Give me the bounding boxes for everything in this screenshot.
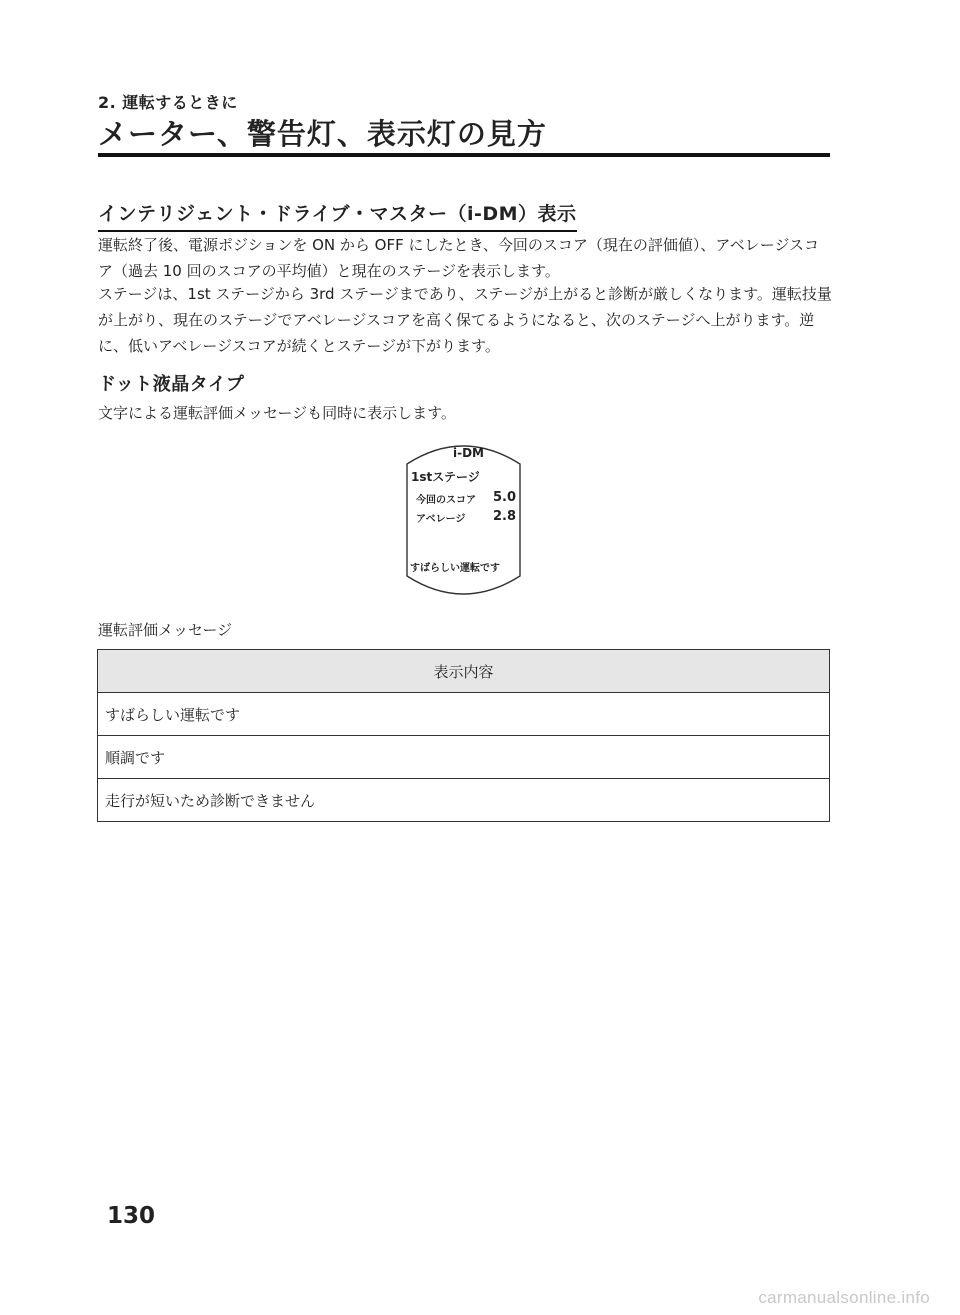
table-row: [98, 693, 830, 736]
title-underline: [98, 153, 830, 157]
page-number: 130: [107, 1203, 156, 1229]
idm-paragraph-2: ステージは、1st ステージから 3rd ステージまであり、ステージが上がると診断が厳しくなります。運転技量が上がり、現在のステージでアベレージスコアを高く保てるようになると、次のステージへ上がります。逆に、低いアベレージスコアが続くとステージが下がります。: [98, 285, 832, 355]
idm-heading: インテリジェント・ドライブ・マスター（i-DM）表示: [98, 199, 577, 232]
dot-lcd-heading: ドット液晶タイプ: [98, 374, 245, 395]
dot-lcd-paragraph: 文字による運転評価メッセージも同時に表示します。: [98, 404, 456, 422]
display-title: i-DM: [453, 446, 484, 460]
idm-display-illustration: [405, 436, 522, 604]
section-label: 2. 運転するときに: [98, 93, 238, 112]
display-average-value: 2.8: [493, 509, 517, 524]
table-row: [98, 736, 830, 779]
watermark: carmanualsonline.info: [758, 1288, 930, 1307]
table-cell: 順調です: [98, 736, 830, 779]
table-caption: 運転評価メッセージ: [98, 621, 233, 639]
display-current-score-label: 今回のスコア: [416, 495, 476, 506]
display-message: すばらしい運転です: [410, 563, 500, 574]
display-average-label: アベレージ: [416, 514, 466, 525]
table-cell: すばらしい運転です: [98, 693, 830, 736]
table-row: [98, 779, 830, 822]
page-title: メーター、警告灯、表示灯の見方: [98, 117, 547, 151]
idm-paragraph-1: 運転終了後、電源ポジションを ON から OFF にしたとき、今回のスコア（現在の評価値）、アベレージスコア（過去 10 回のスコアの平均値）と現在のステージを表示します。: [98, 236, 820, 280]
table-cell: 走行が短いため診断できません: [98, 779, 830, 822]
display-current-score-value: 5.0: [493, 490, 517, 505]
message-table: [97, 649, 830, 822]
table-header-cell: 表示内容: [98, 650, 830, 693]
table-header-row: [98, 650, 830, 693]
display-stage: 1stステージ: [411, 470, 480, 484]
